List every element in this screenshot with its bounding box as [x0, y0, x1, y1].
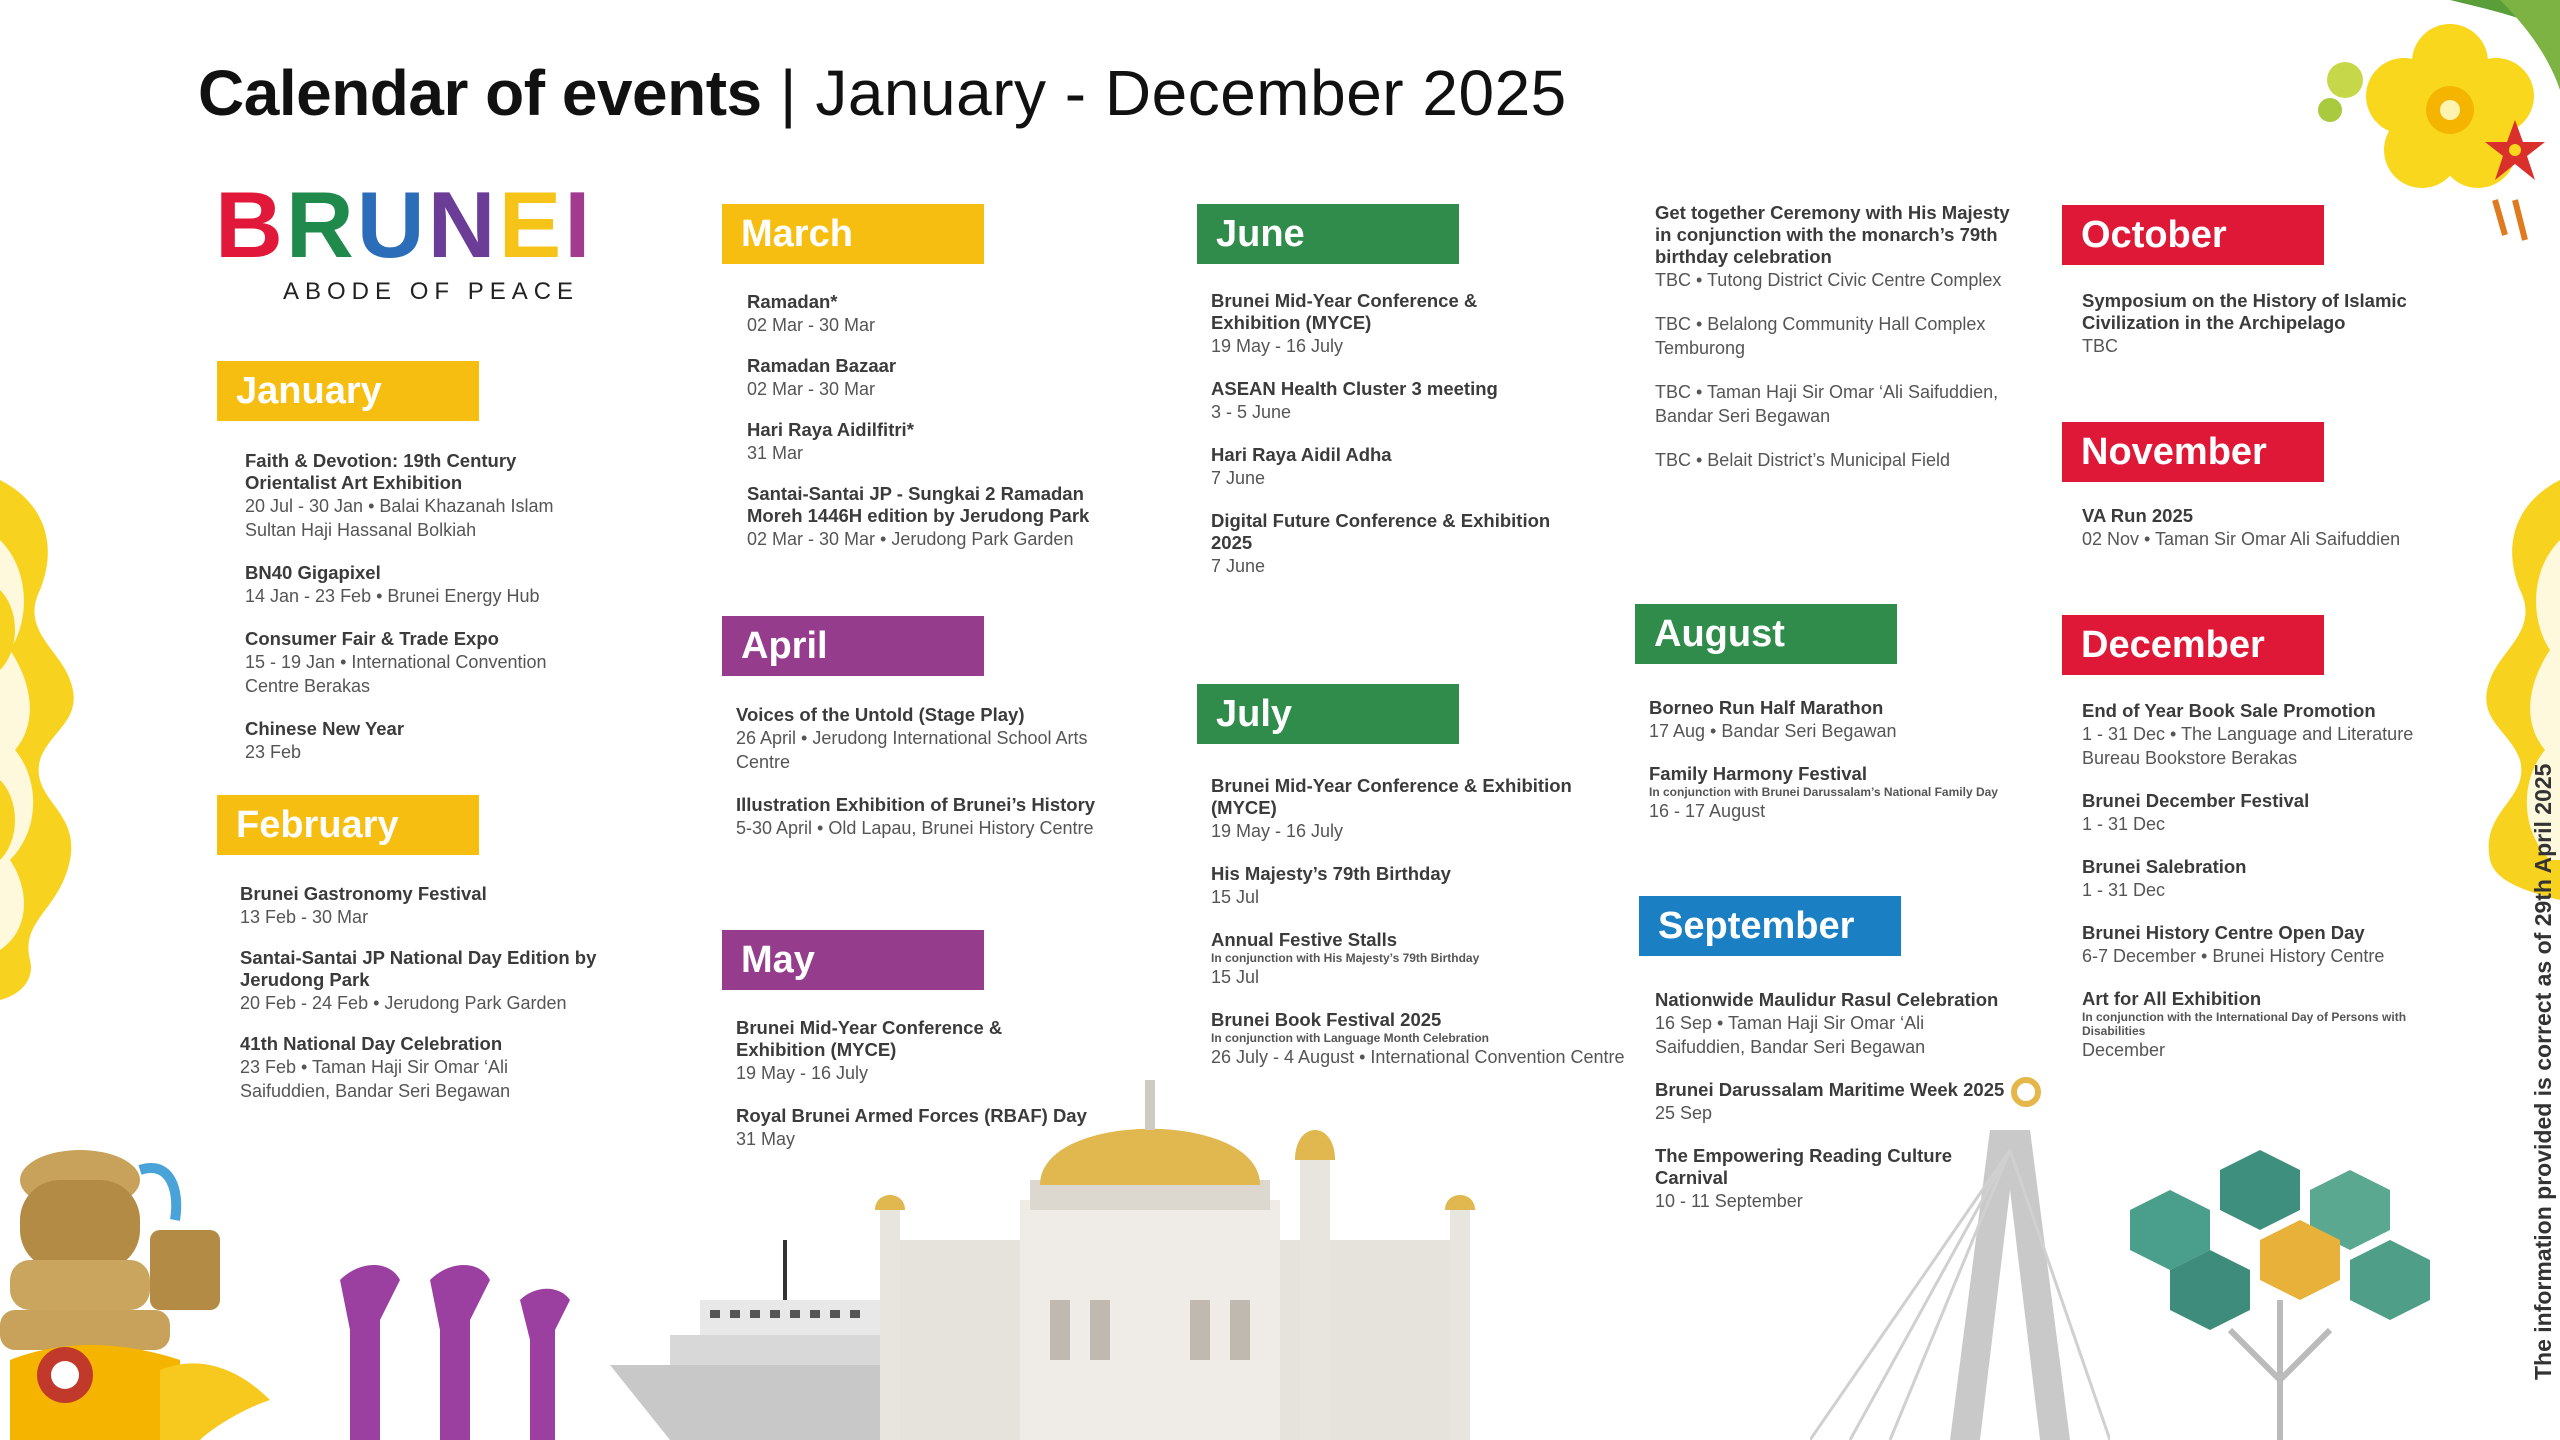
month-header-november: November [2062, 422, 2324, 482]
event-title: Santai-Santai JP National Day Edition by Jerudong Park [240, 947, 597, 990]
event-item [2082, 922, 2442, 968]
event-title: Brunei History Centre Open Day [2082, 922, 2365, 943]
event-date: 14 Jan - 23 Feb • Brunei Energy Hub [245, 586, 540, 606]
event-date: 02 Mar - 30 Mar • Jerudong Park Garden [747, 529, 1074, 549]
event-item [747, 291, 1107, 337]
event-date: 5-30 April • Old Lapau, Brunei History Centre [736, 818, 1094, 838]
event-list-november [2082, 505, 2442, 551]
event-date: 16 - 17 August [1649, 801, 1766, 821]
event-date: TBC • Taman Haji Sir Omar ‘Ali Saifuddien, Bandar Seri Begawan [1655, 382, 1999, 426]
event-date: TBC • Belalong Community Hall Complex Temburong [1655, 314, 1986, 358]
event-date: 02 Mar - 30 Mar [747, 315, 876, 335]
event-note: In conjunction with Language Month Celebration [1211, 1031, 1489, 1045]
event-date: 26 July - 4 August • International Convention Centre [1211, 1047, 1625, 1067]
logo-letter: E [498, 172, 565, 277]
event-item [2082, 988, 2442, 1062]
event-item [1211, 290, 1571, 358]
event-title: Brunei Gastronomy Festival [240, 883, 487, 904]
event-item [1655, 380, 2015, 428]
event-title: Nationwide Maulidur Rasul Celebration [1655, 989, 1999, 1010]
event-date: 23 Feb [245, 742, 302, 762]
title-separator: | [779, 57, 798, 129]
event-item [747, 483, 1107, 551]
event-date: 26 April • Jerudong International School Arts Centre [736, 728, 1088, 772]
info-disclaimer: The information provided is correct as of 29th April 2025 [2530, 763, 2556, 1380]
event-item [736, 1105, 1096, 1151]
hex-tree-decoration [2110, 1150, 2450, 1440]
event-title: Ramadan Bazaar [747, 355, 897, 376]
event-list-may [736, 1017, 1096, 1151]
page-title [198, 56, 1567, 130]
brunei-logo [215, 172, 594, 277]
event-item [747, 419, 1107, 465]
event-date: 1 - 31 Dec • The Language and Literature Bureau Bookstore Berakas [2082, 724, 2414, 768]
event-date: 31 Mar [747, 443, 804, 463]
event-date: 7 June [1211, 468, 1266, 488]
month-header-april: April [722, 616, 984, 676]
event-title: Art for All Exhibition [2082, 988, 2262, 1009]
month-header-february: February [217, 795, 479, 855]
event-date: 02 Nov • Taman Sir Omar Ali Saifuddien [2082, 529, 2401, 549]
event-item [1655, 1145, 2015, 1213]
month-header-august: August [1635, 604, 1897, 664]
title-date-range: January - December 2025 [815, 57, 1567, 129]
event-list-august [1649, 697, 2009, 823]
flower-decoration [2300, 0, 2560, 250]
event-item [1655, 312, 2015, 360]
event-title: Brunei Darussalam Maritime Week 2025 [1655, 1079, 2005, 1100]
logo-tagline: ABODE OF PEACE [283, 278, 580, 305]
event-item [747, 355, 1107, 401]
event-title: Voices of the Untold (Stage Play) [736, 704, 1025, 725]
event-date: 20 Jul - 30 Jan • Balai Khazanah Islam Sultan Haji Hassanal Bolkiah [245, 496, 554, 540]
event-title: Get together Ceremony with His Majesty in conjunction with the monarch’s 79th birthday celebration [1655, 202, 2010, 267]
month-header-march: March [722, 204, 984, 264]
event-item [245, 450, 605, 542]
month-header-january: January [217, 361, 479, 421]
event-title: Hari Raya Aidilfitri* [747, 419, 914, 440]
month-header-july: July [1197, 684, 1459, 744]
event-title: Brunei Mid-Year Conference & Exhibition (MYCE) [1211, 290, 1478, 333]
event-title: Brunei Mid-Year Conference & Exhibition (MYCE) [1211, 775, 1572, 818]
month-header-october: October [2062, 205, 2324, 265]
event-item [1655, 1079, 2015, 1125]
event-date: 20 Feb - 24 Feb • Jerudong Park Garden [240, 993, 567, 1013]
event-date: 13 Feb - 30 Mar [240, 907, 369, 927]
logo-letter: N [427, 172, 499, 277]
month-header-september: September [1639, 896, 1901, 956]
event-item [1649, 763, 2009, 823]
event-date: 17 Aug • Bandar Seri Begawan [1649, 721, 1897, 741]
event-item [245, 562, 605, 608]
event-date: 1 - 31 Dec [2082, 880, 2166, 900]
logo-letter: R [285, 172, 357, 277]
event-item [2082, 290, 2442, 358]
event-date: 6-7 December • Brunei History Centre [2082, 946, 2385, 966]
event-item [1211, 510, 1571, 578]
title-bold: Calendar of events [198, 57, 762, 129]
event-title: The Empowering Reading Culture Carnival [1655, 1145, 1953, 1188]
event-title: End of Year Book Sale Promotion [2082, 700, 2376, 721]
event-title: Faith & Devotion: 19th Century Orientalist Art Exhibition [245, 450, 517, 493]
event-title: Brunei December Festival [2082, 790, 2310, 811]
event-date: December [2082, 1040, 2166, 1060]
event-item [2082, 856, 2442, 902]
event-date: 19 May - 16 July [1211, 821, 1344, 841]
event-title: Chinese New Year [245, 718, 405, 739]
event-title: Brunei Salebration [2082, 856, 2247, 877]
event-item [736, 1017, 1096, 1085]
purple-figures-decoration [320, 1240, 610, 1440]
event-date: 7 June [1211, 556, 1266, 576]
event-title: His Majesty’s 79th Birthday [1211, 863, 1451, 884]
event-title: Annual Festive Stalls [1211, 929, 1398, 950]
event-title: Santai-Santai JP - Sungkai 2 Ramadan Moreh 1446H edition by Jerudong Park [747, 483, 1090, 526]
event-title: 41th National Day Celebration [240, 1033, 503, 1054]
event-item [1655, 202, 2015, 292]
event-item [2082, 790, 2442, 836]
event-title: Brunei Mid-Year Conference & Exhibition (MYCE) [736, 1017, 1003, 1060]
event-date: 1 - 31 Dec [2082, 814, 2166, 834]
event-item [245, 718, 605, 764]
event-item [2082, 505, 2442, 551]
event-date: TBC [2082, 336, 2118, 356]
event-title: Hari Raya Aidil Adha [1211, 444, 1392, 465]
event-date: 10 - 11 September [1655, 1191, 1803, 1211]
event-list-september [1655, 989, 2015, 1213]
event-date: 15 - 19 Jan • International Convention Centre Berakas [245, 652, 547, 696]
event-item [1211, 444, 1571, 490]
event-title: Digital Future Conference & Exhibition 2025 [1211, 510, 1551, 553]
event-title: Consumer Fair & Trade Expo [245, 628, 499, 649]
event-date: 3 - 5 June [1211, 402, 1292, 422]
event-note: In conjunction with His Majesty’s 79th Birthday [1211, 951, 1480, 965]
month-header-may: May [722, 930, 984, 990]
event-date: 19 May - 16 July [1211, 336, 1344, 356]
event-list-col4_top [1655, 202, 2015, 472]
left-ornament-decoration [0, 480, 110, 1000]
event-item [1655, 448, 2015, 472]
event-list-march [747, 291, 1107, 551]
event-list-january [245, 450, 605, 764]
event-list-june [1211, 290, 1571, 578]
event-date: 16 Sep • Taman Haji Sir Omar ‘Ali Saifuddien, Bandar Seri Begawan [1655, 1013, 1926, 1057]
event-item [1655, 989, 2015, 1059]
event-title: Illustration Exhibition of Brunei’s History [736, 794, 1096, 815]
event-item [245, 628, 605, 698]
month-header-june: June [1197, 204, 1459, 264]
event-date: TBC • Belait District’s Municipal Field [1655, 450, 1951, 470]
event-title: BN40 Gigapixel [245, 562, 381, 583]
event-list-april [736, 704, 1096, 840]
event-title: Brunei Book Festival 2025 [1211, 1009, 1442, 1030]
event-date: 02 Mar - 30 Mar [747, 379, 876, 399]
event-item [1649, 697, 2009, 743]
logo-letter: I [564, 172, 594, 277]
event-list-february [240, 883, 600, 1103]
event-note: In conjunction with Brunei Darussalam’s National Family Day [1649, 785, 1998, 799]
event-title: Family Harmony Festival [1649, 763, 1867, 784]
event-item [2082, 700, 2442, 770]
event-title: Royal Brunei Armed Forces (RBAF) Day [736, 1105, 1087, 1126]
event-item [1211, 863, 1631, 909]
month-header-december: December [2062, 615, 2324, 675]
event-item [736, 794, 1096, 840]
event-date: TBC • Tutong District Civic Centre Complex [1655, 270, 2002, 290]
event-item [1211, 1009, 1631, 1069]
event-title: VA Run 2025 [2082, 505, 2194, 526]
event-list-october [2082, 290, 2442, 358]
event-date: 25 Sep [1655, 1103, 1713, 1123]
event-list-july [1211, 775, 1631, 1069]
event-item [240, 883, 600, 929]
logo-letter: U [356, 172, 428, 277]
event-title: Symposium on the History of Islamic Civilization in the Archipelago [2082, 290, 2407, 333]
event-item [240, 1033, 600, 1103]
event-item [1211, 775, 1631, 843]
event-note: In conjunction with the International Day of Persons with Disabilities [2082, 1010, 2407, 1038]
kettle-decoration [0, 1100, 320, 1440]
event-title: Borneo Run Half Marathon [1649, 697, 1884, 718]
event-item [1211, 929, 1631, 989]
logo-letter: B [215, 172, 286, 277]
ship-decoration [610, 1240, 910, 1440]
event-item [736, 704, 1096, 774]
event-date: 15 Jul [1211, 887, 1260, 907]
event-title: ASEAN Health Cluster 3 meeting [1211, 378, 1498, 399]
event-title: Ramadan* [747, 291, 838, 312]
event-date: 23 Feb • Taman Haji Sir Omar ‘Ali Saifuddien, Bandar Seri Begawan [240, 1057, 511, 1101]
event-date: 15 Jul [1211, 967, 1260, 987]
event-item [1211, 378, 1571, 424]
event-date: 19 May - 16 July [736, 1063, 869, 1083]
event-date: 31 May [736, 1129, 796, 1149]
event-list-december [2082, 700, 2442, 1062]
event-item [240, 947, 600, 1015]
